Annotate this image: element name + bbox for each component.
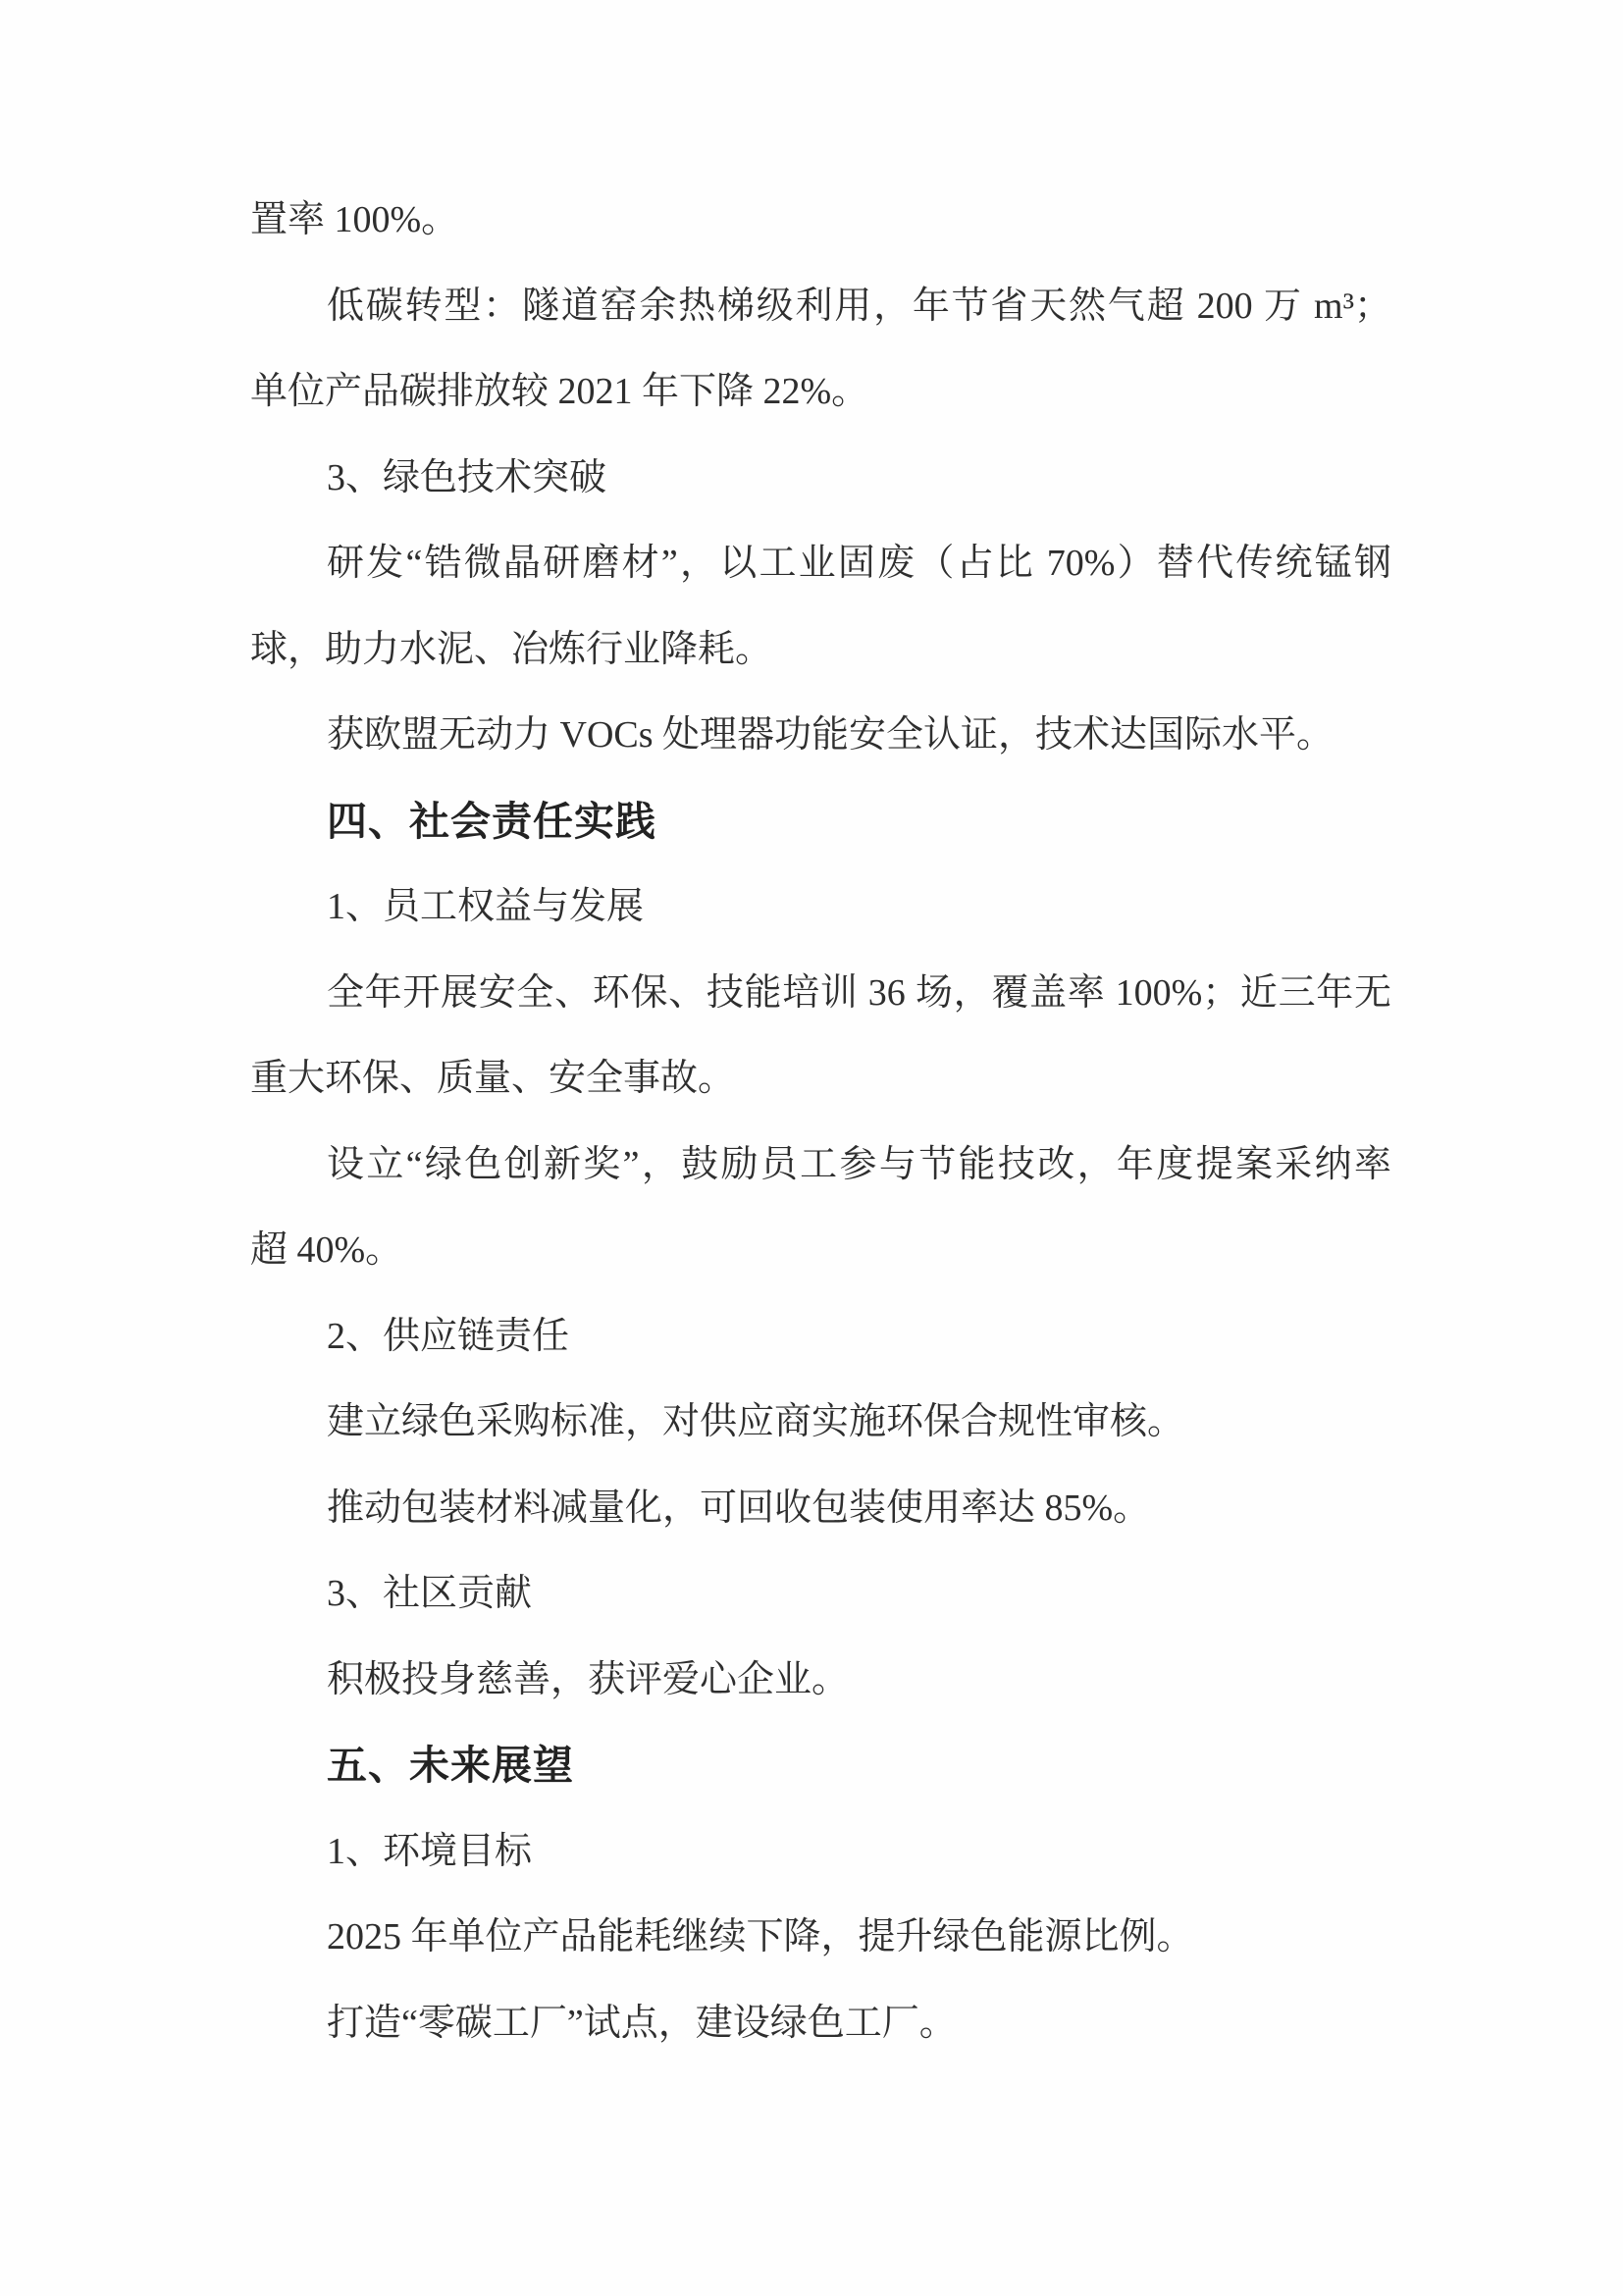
- section-heading: 四、社会责任实践: [327, 798, 656, 844]
- subheading-line: 1、环境目标: [327, 1830, 533, 1872]
- body-line-continuation: 超 40%。: [250, 1229, 403, 1271]
- body-line: 全年开展安全、环保、技能培训 36 场，覆盖率 100%；近三年无: [327, 971, 1391, 1014]
- body-line-continuation: 重大环保、质量、安全事故。: [250, 1058, 736, 1099]
- subheading-line: 2、供应链责任: [327, 1315, 570, 1357]
- body-line: 推动包装材料减量化，可回收包装使用率达 85%。: [327, 1487, 1151, 1529]
- subheading-line: 3、绿色技术突破: [327, 456, 607, 498]
- body-line: 建立绿色采购标准，对供应商实施环保合规性审核。: [327, 1401, 1185, 1442]
- subheading-line: 1、员工权益与发展: [327, 886, 645, 927]
- body-line: 研发“锆微晶研磨材”，以工业固废（占比 70%）替代传统锰钢: [327, 543, 1391, 584]
- body-line-continuation: 置率 100%。: [250, 199, 459, 240]
- body-line: 2025 年单位产品能耗继续下降，提升绿色能源比例。: [327, 1916, 1194, 1957]
- body-line: 积极投身慈善，获评爱心企业。: [327, 1658, 850, 1700]
- body-line: 打造“零碳工厂”试点，建设绿色工厂。: [327, 2002, 957, 2044]
- body-line: 获欧盟无动力 VOCs 处理器功能安全认证，技术达国际水平。: [327, 714, 1335, 756]
- body-line-continuation: 球，助力水泥、冶炼行业降耗。: [250, 628, 773, 670]
- section-heading: 五、未来展望: [327, 1743, 574, 1788]
- body-line-continuation: 单位产品碳排放较 2021 年下降 22%。: [250, 371, 869, 412]
- subheading-line: 3、社区贡献: [327, 1573, 533, 1614]
- text-block: [250, 178, 1391, 2066]
- body-line: 低碳转型：隧道窑余热梯级利用，年节省天然气超 200 万 m³；: [327, 285, 1391, 327]
- body-line: 设立“绿色创新奖”，鼓励员工参与节能技改，年度提案采纳率: [327, 1143, 1391, 1185]
